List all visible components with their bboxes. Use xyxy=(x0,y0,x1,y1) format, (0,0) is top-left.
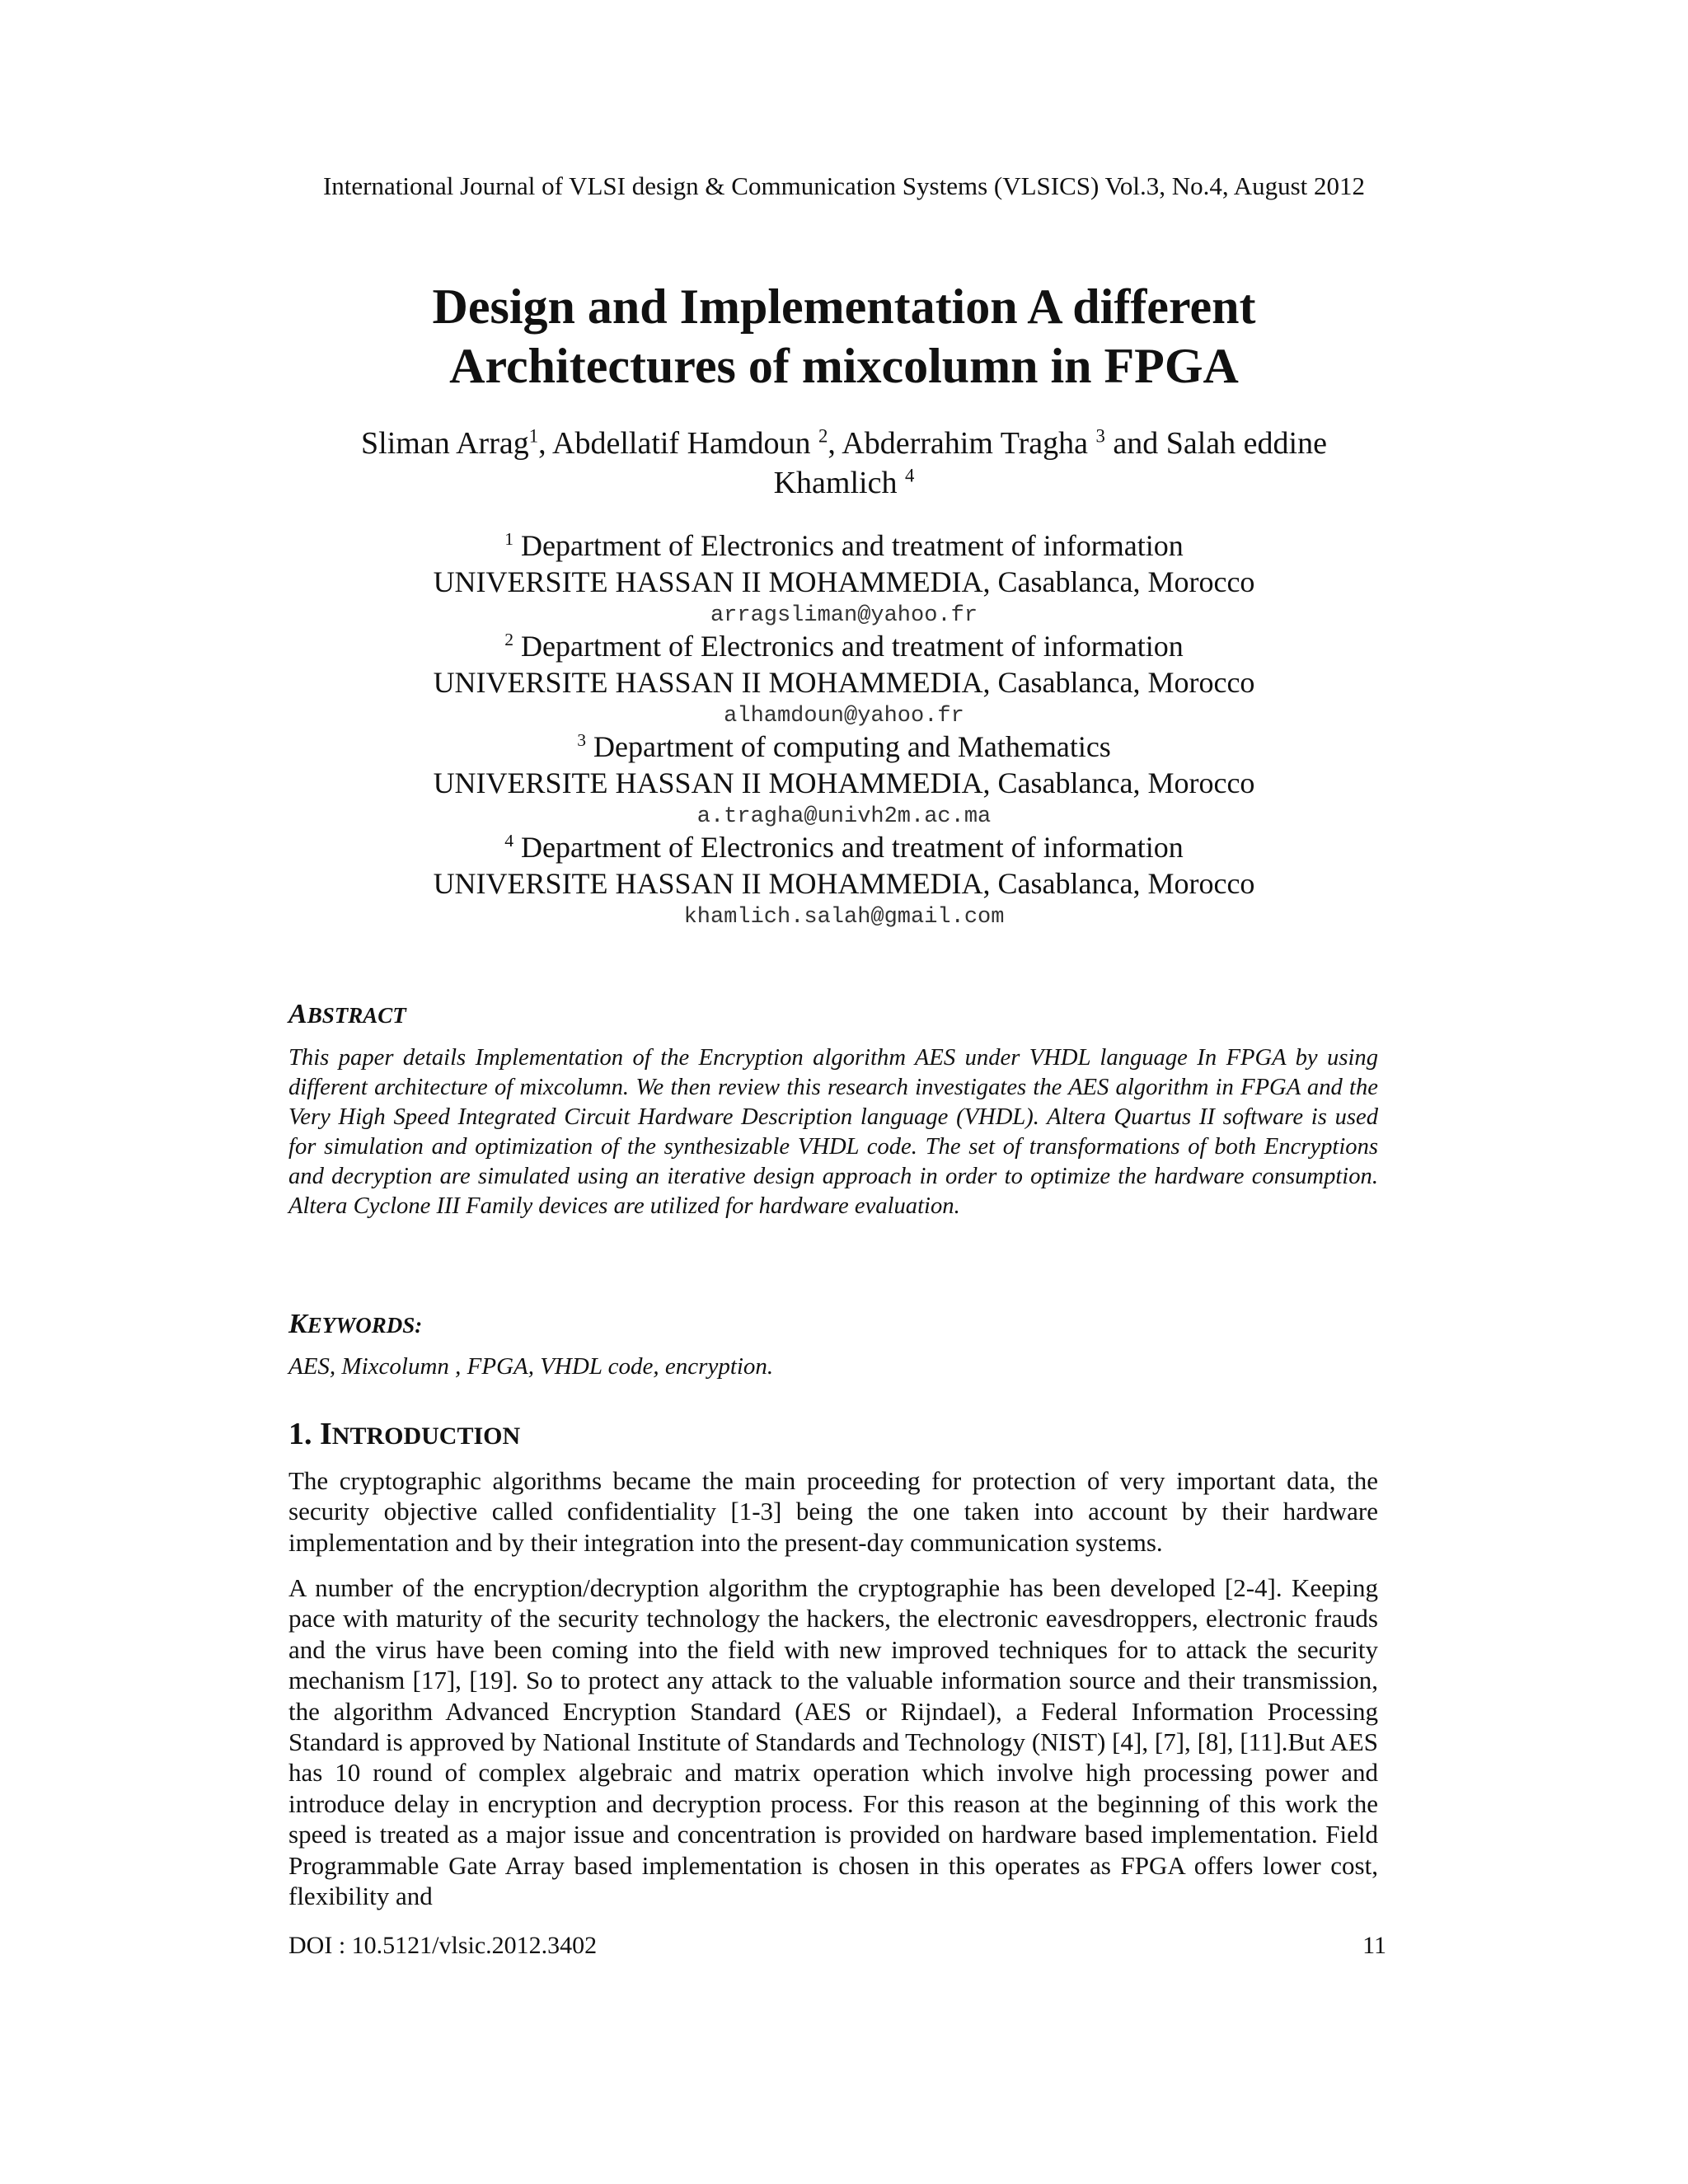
abstract-text: This paper details Implementation of the Encryption algorithm AES under VHDL language In FPGA by using different architecture of mixcolumn. We then review this research investigates the AES algorithm in FPGA and the Very High Speed Integrated Circuit Hardware Description language (VHDL). Altera Quartus II software is used for simulation and optimization of the synthesizable VHDL code. The set of transformations of both Encryptions and decryption are simulated using an iterative design approach in order to optimize the hardware consumption. Altera Cyclone III Family devices are utilized for hardware evaluation. xyxy=(288,1045,1378,1219)
author-sup: 3 xyxy=(1095,425,1105,447)
keywords-heading: KEYWORDS: xyxy=(288,1309,423,1339)
affiliation-univ: UNIVERSITE HASSAN II MOHAMMEDIA, Casablanca, Morocco xyxy=(433,666,1255,699)
author-name: Salah eddine xyxy=(1165,426,1327,461)
abstract-heading: ABSTRACT xyxy=(288,999,406,1029)
affiliation-email[interactable]: alhamdoun@yahoo.fr xyxy=(724,704,964,729)
affiliation-dept: $^1$ Department of Electronics and treatment of information xyxy=(504,529,1184,562)
affiliation-univ: UNIVERSITE HASSAN II MOHAMMEDIA, Casablanca, Morocco xyxy=(433,565,1255,598)
section-heading-introduction: 1. INTRODUCTION xyxy=(288,1417,521,1451)
body-paragraph: A number of the encryption/decryption algorithm the cryptographie has been developed [2-4]. Keeping pace with maturity of the security technology the hackers, the electronic eavesdroppers, electronic frauds and the virus have been coming into the field with new improved techniques for to attack the security mechanism [17], [19]. So to protect any attack to the valuable information source and their transmission, the algorithm Advanced Encryption Standard (AES or Rijndael), a Federal Information Processing Standard is approved by National Institute of Standards and Technology (NIST) [4], [7], [8], [11].But AES has 10 round of complex algebraic and matrix operation which involve high processing power and introduce delay in encryption and decryption process. For this reason at the beginning of this work the speed is treated as a major issue and concentration is provided on hardware based implementation. Field Programmable Gate Array based implementation is chosen in this operates as FPGA offers lower cost, flexibility and xyxy=(288,1573,1378,1911)
author-name: Sliman Arrag xyxy=(361,426,529,461)
author-name: Abderrahim Tragha xyxy=(842,426,1088,461)
affiliation-email[interactable]: a.tragha@univh2m.ac.ma xyxy=(696,804,992,829)
author-name: Khamlich xyxy=(773,466,898,500)
author-list-line-1: Sliman Arrag$^1$, Abdellatif Hamdoun $^2$, Abderrahim Tragha $^3$ and Salah eddine xyxy=(361,425,1327,461)
affiliation-univ: UNIVERSITE HASSAN II MOHAMMEDIA, Casablanca, Morocco xyxy=(433,867,1255,900)
affiliation-dept: $^3$ Department of computing and Mathematics xyxy=(577,730,1111,763)
running-head: International Journal of VLSI design & Communication Systems (VLSICS) Vol.3, No.4, August 2012 xyxy=(322,171,1366,200)
author-sup: 4 xyxy=(904,465,915,486)
keywords-text: AES, Mixcolumn , FPGA, VHDL code, encryption. xyxy=(288,1353,774,1380)
affiliation-dept: $^2$ Department of Electronics and treatment of information xyxy=(504,630,1184,663)
affiliation-dept: $^4$ Department of Electronics and treatment of information xyxy=(504,831,1184,864)
paper-title-line-2: Architectures of mixcolumn in FPGA xyxy=(449,339,1239,393)
affiliation-email[interactable]: arragsliman@yahoo.fr xyxy=(710,603,978,628)
body-paragraph: The cryptographic algorithms became the main proceeding for protection of very important data, the security objective called confidentiality [1-3] being the one taken into account by their hardware implementation and by their integration into the present-day communication systems. xyxy=(288,1466,1378,1557)
author-list-line-2 xyxy=(0,463,1688,503)
paper-title-line-1: Design and Implementation A different xyxy=(432,279,1256,334)
affiliation-univ: UNIVERSITE HASSAN II MOHAMMEDIA, Casablanca, Morocco xyxy=(433,766,1255,799)
footer-doi: DOI : 10.5121/vlsic.2012.3402 xyxy=(288,1932,598,1959)
author-sup: 2 xyxy=(818,425,828,447)
author-sup: 1 xyxy=(528,425,539,447)
page-number: 11 xyxy=(1362,1932,1386,1959)
author-name: Abdellatif Hamdoun xyxy=(552,426,811,461)
affiliation-email[interactable]: khamlich.salah@gmail.com xyxy=(683,905,1005,930)
